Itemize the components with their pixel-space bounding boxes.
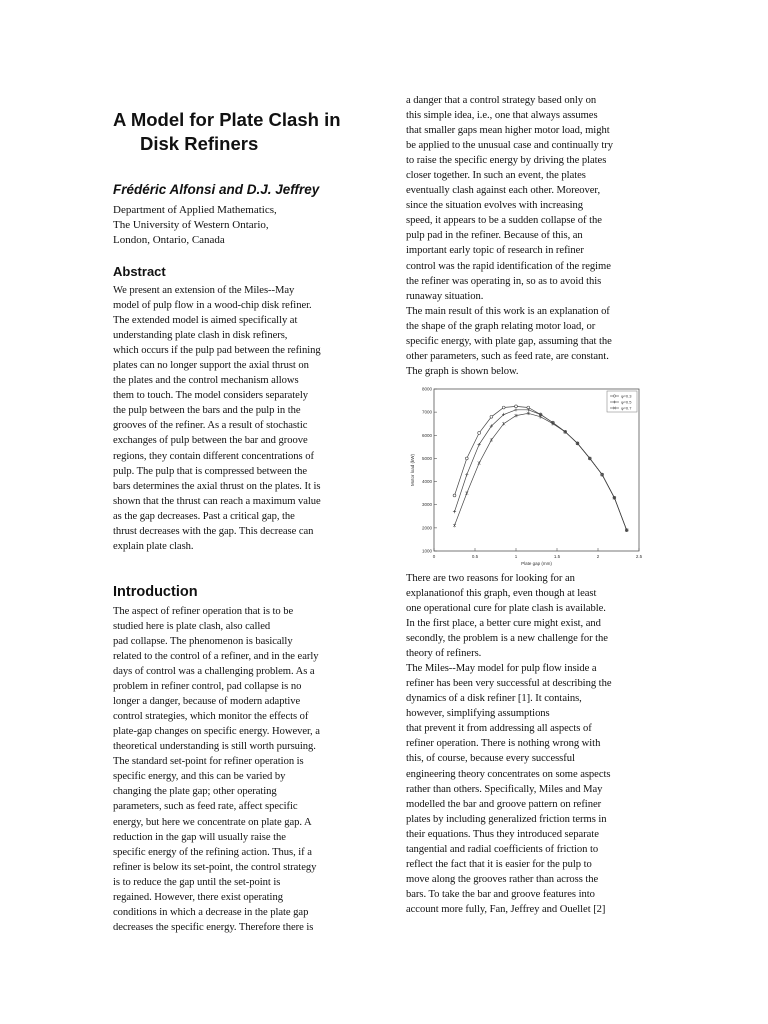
series-line <box>455 406 627 530</box>
y-axis-label: Motor load (kW) <box>410 453 415 486</box>
x-tick-label: 2 <box>596 553 600 559</box>
line-chart <box>406 385 646 567</box>
affiliation-line: London, Ontario, Canada <box>113 234 225 246</box>
data-point <box>502 422 505 426</box>
abstract-text: We present an extension of the Miles--May model of pulp flow in a wood-chip disk refiner. The extended model is aimed specifically at understanding plate clash in disk refiners, which occurs if the pulp pad between the refining plates can no longer support the axial thrust on the plates and the control mechanism allows them to touch. The model considers separately the pulp between the bars and the pulp in the grooves of the refiner. As a result of stochastic exchanges of pulp between the bar and groove regions, they contain different concentrations of pulp. The pulp that is compressed between the bars determines the axial thrust on the plates. It is shown that the thrust can reach a maximum value as the gap decreases. Past a critical gap, the thrust decreases with the gap. This decrease can explain plate clash. <box>113 285 321 552</box>
body-text-lower: There are two reasons for looking for an explanationof this graph, even though at least one operational cure for plate clash is available. In the first place, a better cure might exist, and secondly, the problem is a new challenge for the theory of refiners. The Miles--May model for pulp flow inside a refiner has been very successful at describing the dynamics of a disk refiner [1]. It contains, however, simplifying assumptions that prevent it from addressing all aspects of refiner operation. There is nothing wrong with this, of course, because every successful engineering theory concentrates on some aspects rather than others. Specifically, Miles and May modelled the bar and groove pattern on refiner plates by including generalized friction terms in their equations. Thus they introduced separate tangential and radial coefficients of friction to reflect the fact that it is easier for the pulp to move along the grooves rather than across the bars. To take the bar and groove features into account more fully, Fan, Jeffrey and Ouellet [2] <box>406 572 612 915</box>
data-point <box>453 524 456 528</box>
data-point <box>465 457 468 460</box>
title-line-2: Disk Refiners <box>140 133 259 154</box>
y-tick-label: 5000 <box>421 455 432 461</box>
y-tick-label: 6000 <box>421 432 432 438</box>
data-point <box>515 405 518 408</box>
legend-marker <box>613 395 615 397</box>
legend-label: φ=0.7 <box>621 405 632 411</box>
data-point <box>502 406 505 409</box>
legend-label: φ=0.3 <box>621 393 632 399</box>
data-point <box>465 491 468 495</box>
abstract-heading: Abstract <box>113 264 166 279</box>
paper-title <box>113 108 365 156</box>
x-axis-label: Plate gap (mm) <box>521 560 552 566</box>
y-tick-label: 2000 <box>421 525 432 531</box>
figure-motor-load-vs-plate-gap <box>406 385 659 567</box>
authors: Frédéric Alfonsi and D.J. Jeffrey <box>113 182 320 197</box>
data-point <box>478 431 481 434</box>
series-line <box>455 410 627 530</box>
data-point <box>478 461 481 465</box>
introduction-text: The aspect of refiner operation that is to be studied here is plate clash, also called pad collapse. The phenomenon is basically related to the control of a refiner, and in the early days of control was a challenging problem. As a problem in refiner control, pad collapse is no longer a danger, because of modern adaptive control strategies, which monitor the effects of plate-gap changes on specific energy. However, a theoretical understanding is still worth pursuing. The standard set-point for refiner operation is specific energy, and this can be varied by changing the plate gap; other operating parameters, such as feed rate, affect specific energy, but here we concentrate on plate gap. A reduction in the gap will usually raise the specific energy of the refining action. Thus, if a refiner is below its set-point, the control strategy is to reduce the gap until the set-point is regained. However, there exist operating conditions in which a decrease in the plate gap decreases the specific energy. Therefore there is <box>113 605 320 933</box>
body-text-upper: a danger that a control strategy based only on this simple idea, i.e., one that always assumes that smaller gaps mean higher motor load, might be applied to the unusual case and continually try to raise the specific energy by driving the plates closer together. In such an event, the plates eventually clash against each other. Moreover, since the situation evolves with increasing speed, it appears to be a sudden collapse of the pulp pad in the refiner. Because of this, an important early topic of research in refiner control was the rapid identification of the regime the refiner was operating in, so as to avoid this runaway situation. The main result of this work is an explanation of the shape of the graph relating motor load, or specific energy, with plate gap, assuming that the other parameters, such as feed rate, are constant. The graph is shown below. <box>406 95 613 377</box>
affiliation <box>113 203 365 248</box>
data-point <box>514 408 517 411</box>
x-tick-label: 0 <box>432 553 436 559</box>
left-column <box>113 108 365 935</box>
y-tick-label: 4000 <box>421 478 432 484</box>
legend-label: φ=0.5 <box>621 399 632 405</box>
x-tick-label: 1.5 <box>553 553 561 559</box>
x-tick-label: 0.5 <box>471 553 479 559</box>
x-tick-label: 2.5 <box>635 553 643 559</box>
data-point <box>453 510 456 513</box>
y-tick-label: 1000 <box>421 548 432 554</box>
y-tick-label: 8000 <box>421 386 432 392</box>
right-column <box>406 93 659 917</box>
data-point <box>465 473 468 476</box>
y-tick-label: 3000 <box>421 502 432 508</box>
affiliation-line: Department of Applied Mathematics, <box>113 204 277 216</box>
x-tick-label: 1 <box>514 553 518 559</box>
affiliation-line: The University of Western Ontario, <box>113 219 269 231</box>
y-tick-label: 7000 <box>421 409 432 415</box>
data-point <box>490 438 493 442</box>
data-point <box>490 415 493 418</box>
data-point <box>453 494 456 497</box>
title-line-1: A Model for Plate Clash in <box>113 109 341 130</box>
introduction-heading: Introduction <box>113 583 198 600</box>
